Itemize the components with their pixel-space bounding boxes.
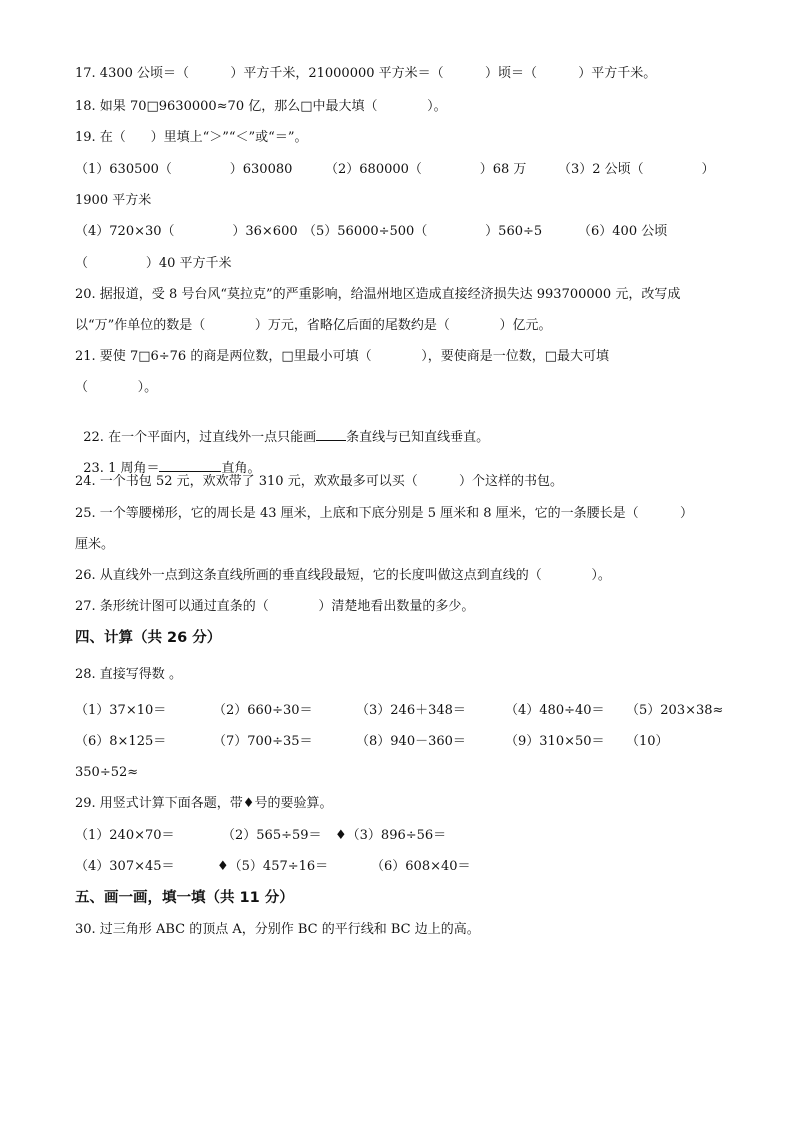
calc-item: （1）240×70＝ <box>75 828 175 843</box>
question-19-part-4: （4）720×30（ ）36×600 <box>75 224 298 239</box>
calc-item: （10） <box>626 734 669 749</box>
question-23 <box>75 443 261 477</box>
calc-item: （4）480÷40＝ <box>505 703 605 718</box>
section-5-heading: 五、画一画，填一填（共 11 分） <box>75 890 294 906</box>
question-21-line-1: 21. 要使 7□6÷76 的商是两位数，□里最小可填（ ），要使商是一位数，□最大可填 <box>75 349 609 364</box>
question-28-stem: 28. 直接写得数 。 <box>75 667 182 682</box>
calc-item: （2）565÷59＝ <box>222 828 322 843</box>
calc-item-verify: ♦（3）896÷56＝ <box>335 828 447 843</box>
calc-item: （6）8×125＝ <box>75 734 167 749</box>
question-22-text-after: 条直线与已知直线垂直。 <box>346 430 490 445</box>
calc-item: （9）310×50＝ <box>505 734 605 749</box>
question-19-part-3: （3）2 公顷（ ） <box>558 162 715 177</box>
calc-item: （1）37×10＝ <box>75 703 167 718</box>
question-30: 30. 过三角形 ABC 的顶点 A，分别作 BC 的平行线和 BC 边上的高。 <box>75 922 480 937</box>
question-17: 17. 4300 公顷＝（ ）平方千米，21000000 平方米＝（ ）顷＝（ ）平方千米。 <box>75 66 657 81</box>
calc-item: （4）307×45＝ <box>75 859 175 874</box>
question-18: 18. 如果 70□9630000≈70 亿，那么□中最大填（ ）。 <box>75 99 447 114</box>
question-25-line-2: 厘米。 <box>75 537 115 552</box>
question-23-text-before: 23. 1 周角＝ <box>83 461 160 476</box>
calc-item: （3）246＋348＝ <box>356 703 466 718</box>
question-19-part-5: （5）56000÷500（ ）560÷5 <box>303 224 543 239</box>
section-4-heading: 四、计算（共 26 分） <box>75 630 222 646</box>
calc-item: （6）608×40＝ <box>371 859 471 874</box>
question-20-line-2: 以“万”作单位的数是（ ）万元，省略亿后面的尾数约是（ ）亿元。 <box>75 318 552 333</box>
question-23-text-after: 直角。 <box>221 461 261 476</box>
question-22-text-before: 22. 在一个平面内，过直线外一点只能画 <box>83 430 317 445</box>
calc-item-verify: ♦（5）457÷16＝ <box>217 859 329 874</box>
question-24: 24. 一个书包 52 元，欢欢带了 310 元，欢欢最多可以买（ ）个这样的书包。 <box>75 474 564 489</box>
answer-blank-line <box>316 428 346 441</box>
question-19-part-1: （1）630500（ ）630080 <box>75 162 293 177</box>
question-19-part-6-continued: （ ）40 平方千米 <box>75 256 232 271</box>
answer-blank-line <box>159 459 221 472</box>
question-22 <box>75 412 489 446</box>
calc-item-10-continued: 350÷52≈ <box>75 765 139 780</box>
calc-item: （8）940－360＝ <box>356 734 466 749</box>
question-19-stem: 19. 在（ ）里填上“＞”“＜”或“＝”。 <box>75 130 308 145</box>
question-20-line-1: 20. 据报道，受 8 号台风“莫拉克”的严重影响，给温州地区造成直接经济损失达 993700000 元，改写成 <box>75 287 681 302</box>
question-29-stem: 29. 用竖式计算下面各题，带♦号的要验算。 <box>75 796 333 811</box>
question-27: 27. 条形统计图可以通过直条的（ ）清楚地看出数量的多少。 <box>75 599 475 614</box>
question-19-part-3-continued: 1900 平方米 <box>75 193 152 208</box>
calc-item: （7）700÷35＝ <box>213 734 313 749</box>
calc-item: （5）203×38≈ <box>626 703 724 718</box>
question-26: 26. 从直线外一点到这条直线所画的垂直线段最短，它的长度叫做这点到直线的（ ）。 <box>75 568 611 583</box>
question-19-part-2: （2）680000（ ）68 万 <box>325 162 527 177</box>
question-25-line-1: 25. 一个等腰梯形，它的周长是 43 厘米，上底和下底分别是 5 厘米和 8 厘米，它的一条腰长是（ ） <box>75 506 694 521</box>
question-19-part-6: （6）400 公顷 <box>578 224 668 239</box>
question-21-line-2: （ ）。 <box>75 380 158 395</box>
calc-item: （2）660÷30＝ <box>213 703 313 718</box>
